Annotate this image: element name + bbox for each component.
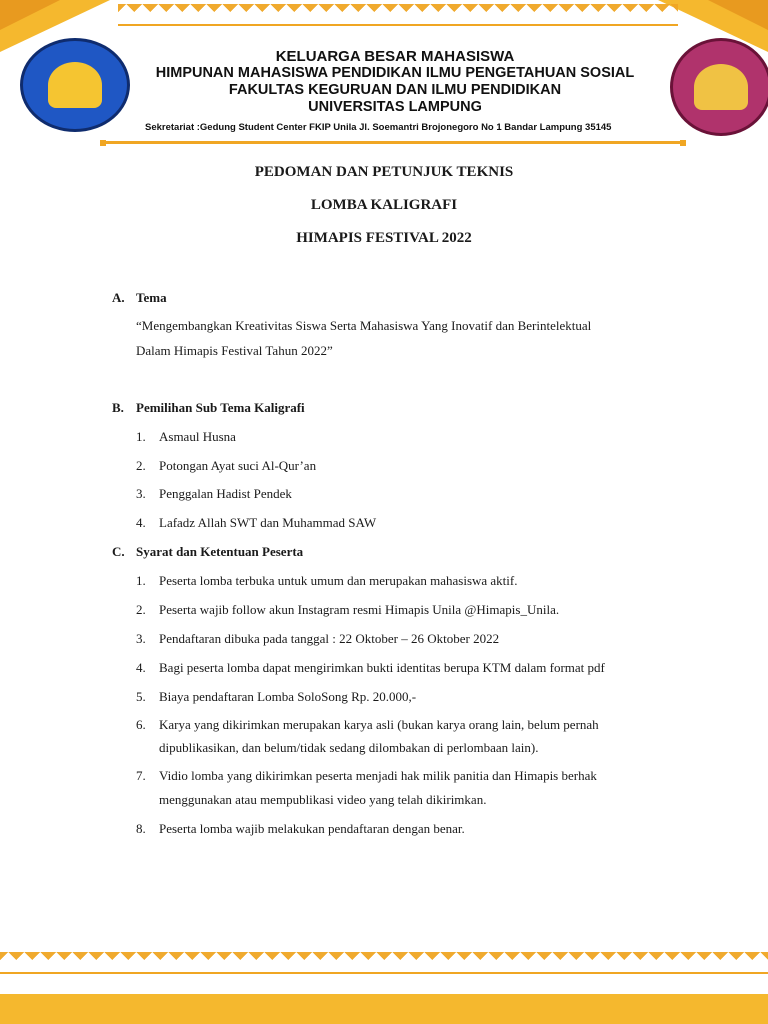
doc-title-1: PEDOMAN DAN PETUNJUK TEKNIS	[254, 164, 514, 180]
list-text: Vidio lomba yang dikirimkan peserta menjadi hak milik panitia dan Himapis berhak	[159, 768, 597, 783]
section-b-title: Pemilihan Sub Tema Kaligrafi	[136, 400, 305, 415]
list-text: Asmaul Husna	[159, 429, 236, 444]
university-logo	[20, 38, 130, 132]
list-number: 7.	[136, 768, 146, 783]
list-text: Pendaftaran dibuka pada tanggal : 22 Oktober – 26 Oktober 2022	[159, 631, 500, 646]
list-text: Bagi peserta lomba dapat mengirimkan bukti identitas berupa KTM dalam format pdf	[159, 660, 605, 675]
divider-dot-right	[680, 140, 686, 146]
list-text: Lafadz Allah SWT dan Muhammad SAW	[159, 515, 377, 530]
corner-ornament-right-inner	[708, 0, 768, 30]
divider-dot-left	[100, 140, 106, 146]
list-number: 3.	[136, 631, 146, 646]
top-pattern-line	[118, 24, 678, 26]
list-number: 4.	[136, 515, 146, 530]
section-c-title: Syarat dan Ketentuan Peserta	[136, 544, 304, 559]
secretariat-address: Sekretariat :Gedung Student Center FKIP Unila Jl. Soemantri Brojonegoro No 1 Bandar Lampung 35145	[145, 122, 612, 133]
corner-ornament-left-inner	[0, 0, 60, 30]
theme-line-1: “Mengembangkan Kreativitas Siswa Serta Mahasiswa Yang Inovatif dan Berintelektual	[136, 318, 592, 333]
list-text: Penggalan Hadist Pendek	[159, 486, 292, 501]
theme-line-2: Dalam Himapis Festival Tahun 2022”	[136, 343, 333, 358]
doc-title-2: LOMBA KALIGRAFI	[310, 197, 458, 213]
section-a-letter: A.	[112, 290, 125, 305]
org-line-1: KELUARGA BESAR MAHASISWA	[275, 48, 515, 65]
list-text: dipublikasikan, dan belum/tidak sedang dilombakan di perlombaan lain).	[159, 740, 539, 755]
top-pattern-band	[118, 4, 678, 20]
section-c-heading	[112, 544, 303, 560]
section-a-title: Tema	[136, 290, 167, 305]
list-text: Peserta wajib follow akun Instagram resmi Himapis Unila @Himapis_Unila.	[159, 602, 560, 617]
org-line-2: HIMPUNAN MAHASISWA PENDIDIKAN ILMU PENGETAHUAN SOSIAL	[155, 65, 635, 81]
bottom-pattern-band	[0, 952, 768, 968]
bottom-pattern-line	[0, 972, 768, 974]
doc-title-3: HIMAPIS FESTIVAL 2022	[296, 230, 472, 246]
section-b-letter: B.	[112, 400, 124, 415]
section-a-heading	[112, 290, 167, 306]
footer-bar	[0, 994, 768, 1024]
list-text: Biaya pendaftaran Lomba SoloSong Rp. 20.000,-	[159, 689, 417, 704]
org-line-4: UNIVERSITAS LAMPUNG	[308, 99, 482, 115]
letterhead-divider	[100, 141, 685, 144]
letterhead	[130, 48, 660, 116]
himapis-logo-emblem	[694, 64, 748, 110]
list-number: 2.	[136, 602, 146, 617]
university-logo-emblem	[48, 62, 102, 108]
list-text: menggunakan atau mempublikasi video yang telah dikirimkan.	[159, 792, 487, 807]
org-line-3: FAKULTAS KEGURUAN DAN ILMU PENDIDIKAN	[228, 82, 562, 98]
list-number: 2.	[136, 458, 146, 473]
list-number: 4.	[136, 660, 146, 675]
list-number: 8.	[136, 821, 146, 836]
list-text: Karya yang dikirimkan merupakan karya asli (bukan karya orang lain, belum pernah	[159, 717, 599, 732]
list-number: 1.	[136, 573, 146, 588]
list-text: Peserta lomba terbuka untuk umum dan merupakan mahasiswa aktif.	[159, 573, 518, 588]
list-number: 3.	[136, 486, 146, 501]
section-c-letter: C.	[112, 544, 125, 559]
list-text: Peserta lomba wajib melakukan pendaftaran dengan benar.	[159, 821, 465, 836]
himapis-logo	[670, 38, 768, 136]
list-number: 6.	[136, 717, 146, 732]
list-number: 1.	[136, 429, 146, 444]
list-number: 5.	[136, 689, 146, 704]
section-b-heading	[112, 400, 305, 416]
list-text: Potongan Ayat suci Al-Qur’an	[159, 458, 317, 473]
